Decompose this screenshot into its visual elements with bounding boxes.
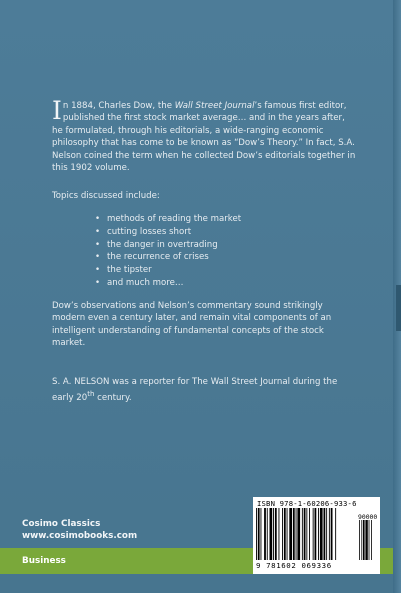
topic-item: • the tipster [95, 264, 241, 277]
publisher-website: www.cosimobooks.com [22, 530, 138, 541]
barcode-stripe [296, 508, 297, 560]
barcode-stripe [309, 508, 310, 560]
intro-paragraph [52, 96, 357, 174]
barcode-stripe [324, 508, 326, 560]
barcode-stripe [326, 508, 327, 560]
barcode-stripe [318, 508, 319, 560]
barcode-stripe [287, 508, 288, 560]
topics-list [95, 213, 241, 290]
barcode-stripe [331, 508, 333, 560]
intro-text-2: ’s famous first editor, published the first stock market average… and in the years after, he formulated, through his editorials, a wide-ranging economic philosophy that has come to be known as “Dow’s Theory.” In fact, S.A. Nelson coined the term when he collected Dow’s editorials together in this 1902 volume. [52, 101, 356, 174]
topic-item: • the recurrence of crises [95, 251, 241, 264]
barcode-stripe [273, 508, 274, 560]
barcode-stripe [329, 508, 330, 560]
topic-item: • the danger in overtrading [95, 239, 241, 252]
barcode-stripe [335, 508, 336, 560]
barcode-stripe [302, 508, 303, 560]
barcode-stripe [320, 508, 323, 560]
barcode-addon-stripe [371, 520, 372, 560]
barcode-stripe [304, 508, 306, 560]
author-name: S. A. NELSON [52, 377, 110, 387]
isbn-label: ISBN 978-1-60206-933-6 [257, 499, 357, 508]
barcode-addon-stripe [365, 520, 367, 560]
barcode-stripe [275, 508, 277, 560]
barcode-stripe [264, 508, 266, 560]
topics-heading: Topics discussed include: [52, 191, 160, 201]
barcode-stripe [289, 508, 292, 560]
intro-text-1: n 1884, Charles Dow, the [62, 101, 175, 111]
barcode-stripe [256, 508, 257, 560]
topic-item: • methods of reading the market [95, 213, 241, 226]
bio-text-1: was a reporter for The Wall Street Journal during the early 20 [52, 377, 338, 404]
barcode-addon-stripe [361, 520, 362, 560]
barcode-stripe [282, 508, 283, 560]
barcode-stripe [267, 508, 268, 560]
barcode-addon-stripe [363, 520, 365, 560]
barcode-stripe [270, 508, 273, 560]
intro-italic: Wall Street Journal [174, 101, 255, 111]
barcode-stripe [261, 508, 262, 560]
drop-cap: I [52, 96, 62, 125]
barcode-stripe [297, 508, 300, 560]
barcode-stripe [315, 508, 317, 560]
bio-superscript: th [87, 390, 95, 399]
barcode-addon-stripe [359, 520, 360, 560]
category-label: Business [22, 556, 66, 566]
bio-text-2: century. [94, 393, 132, 404]
barcode-stripe [258, 508, 260, 560]
barcode-stripe [284, 508, 286, 560]
barcode-stripe [293, 508, 295, 560]
price-code: 90000 [358, 513, 378, 521]
commentary-paragraph: Dow’s observations and Nelson’s commentary sound strikingly modern even a century later, and remain vital components of an intelligent understanding of fundamental concepts of the stock market. [52, 301, 332, 349]
barcode-stripe [279, 508, 280, 560]
spine-mark [396, 285, 401, 331]
barcode-stripe [306, 508, 307, 560]
barcode-stripe [313, 508, 314, 560]
topic-item: • cutting losses short [95, 226, 241, 239]
publisher-name: Cosimo Classics [22, 519, 101, 529]
barcode-digits: 9 781602 069336 [256, 561, 332, 570]
barcode-addon-stripe [369, 520, 370, 560]
author-bio [52, 376, 357, 405]
publisher-imprint [22, 519, 137, 542]
topic-item: • and much more… [95, 277, 241, 290]
barcode-panel [253, 497, 380, 574]
